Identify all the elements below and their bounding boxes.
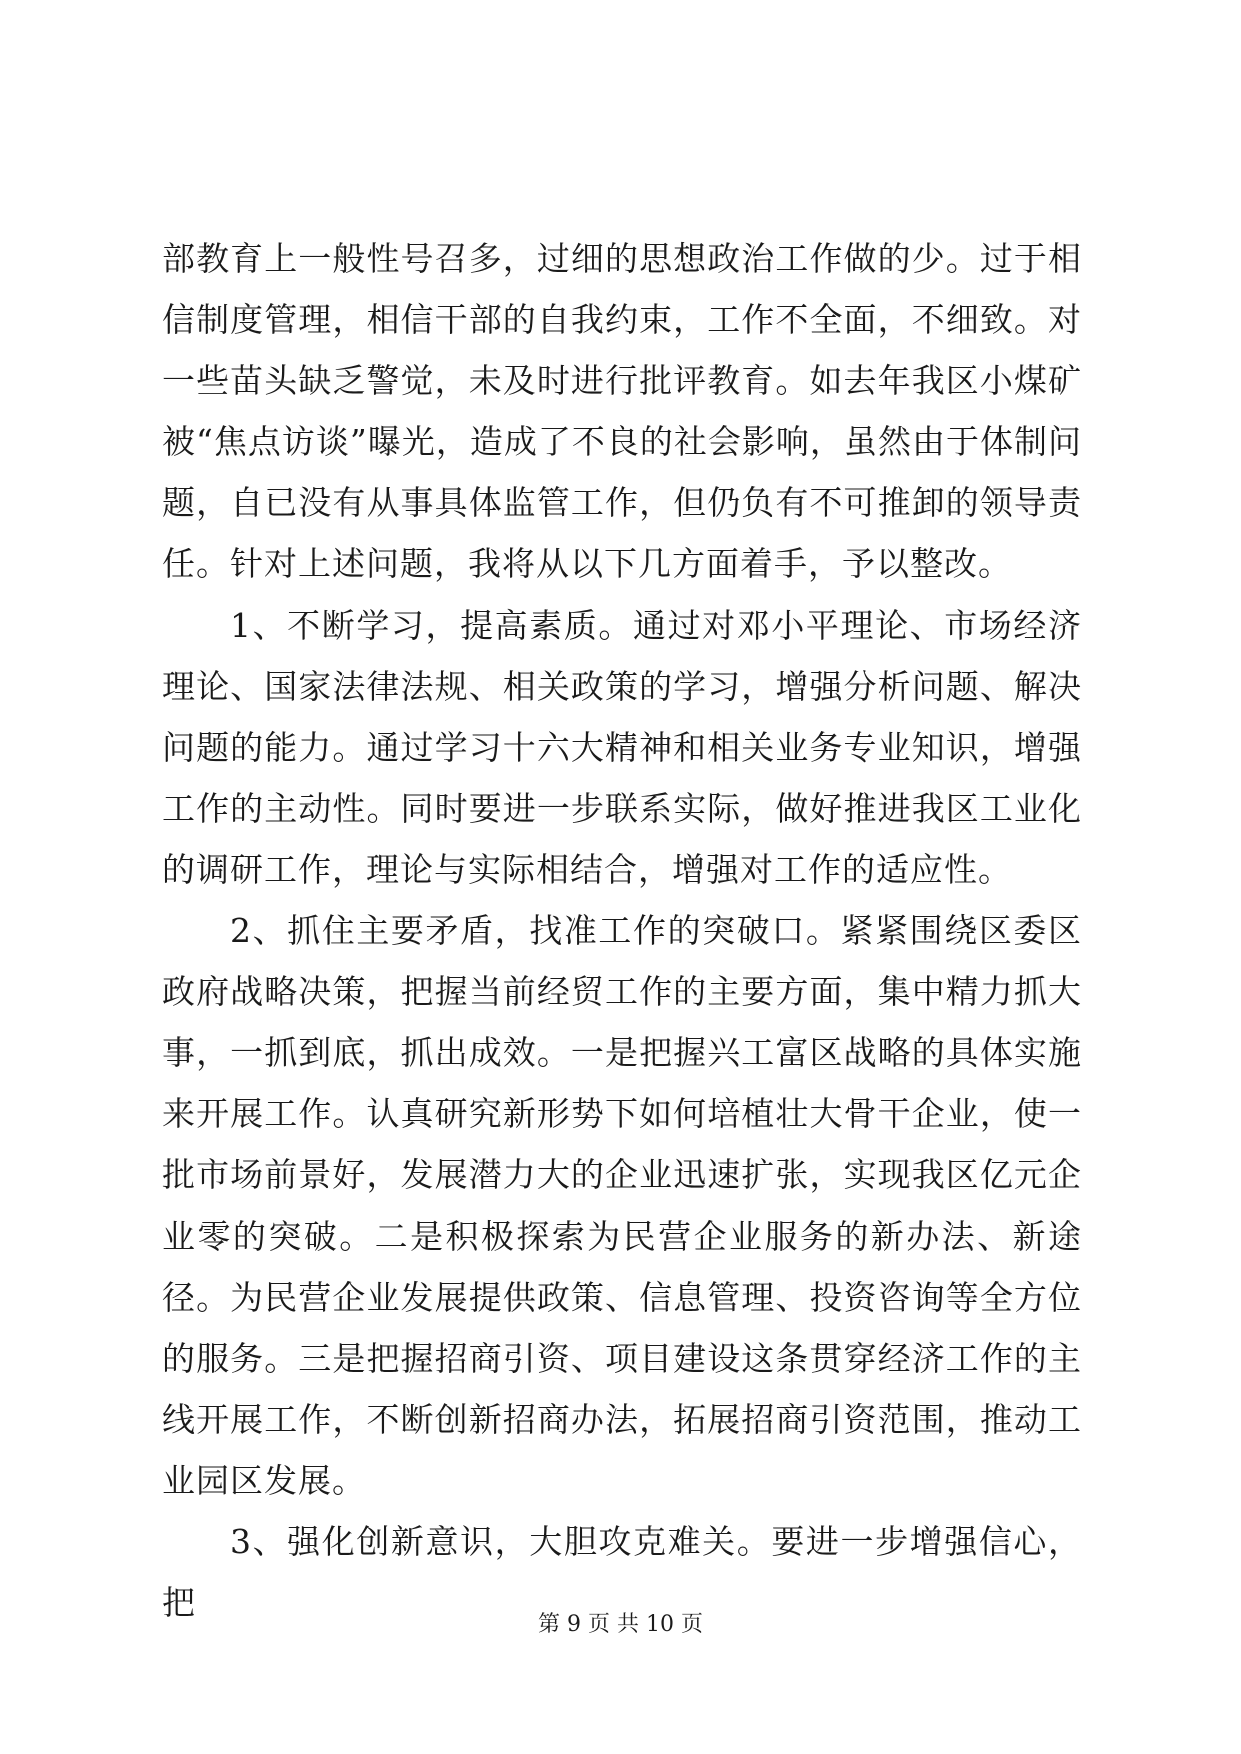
document-body [162, 228, 1082, 1633]
paragraph-3: 2、抓住主要矛盾，找准工作的突破口。紧紧围绕区委区政府战略决策，把握当前经贸工作的主要方面，集中精力抓大事，一抓到底，抓出成效。一是把握兴工富区战略的具体实施来开展工作。认真研究新形势下如何培植壮大骨干企业，使一批市场前景好，发展潜力大的企业迅速扩张，实现我区亿元企业零的突破。二是积极探索为民营企业服务的新办法、新途径。为民营企业发展提供政策、信息管理、投资咨询等全方位的服务。三是把握招商引资、项目建设这条贯穿经济工作的主线开展工作，不断创新招商办法，拓展招商引资范围，推动工业园区发展。 [162, 911, 1082, 1500]
paragraph-1: 部教育上一般性号召多，过细的思想政治工作做的少。过于相信制度管理，相信干部的自我约束，工作不全面，不细致。对一些苗头缺乏警觉，未及时进行批评教育。如去年我区小煤矿被“焦点访谈”曝光，造成了不良的社会影响，虽然由于体制问题，自已没有从事具体监管工作，但仍负有不可推卸的领导责任。针对上述问题，我将从以下几方面着手，予以整改。 [162, 239, 1082, 584]
page-number-footer: 第 9 页 共 10 页 [538, 1612, 703, 1637]
paragraph-4: 3、强化创新意识，大胆攻克难关。要进一步增强信心，把 [162, 1521, 1082, 1623]
paragraph-2: 1、不断学习，提高素质。通过对邓小平理论、市场经济理论、国家法律法规、相关政策的学习，增强分析问题、解决问题的能力。通过学习十六大精神和相关业务专业知识，增强工作的主动性。同时要进一步联系实际，做好推进我区工业化的调研工作，理论与实际相结合，增强对工作的适应性。 [162, 605, 1082, 889]
